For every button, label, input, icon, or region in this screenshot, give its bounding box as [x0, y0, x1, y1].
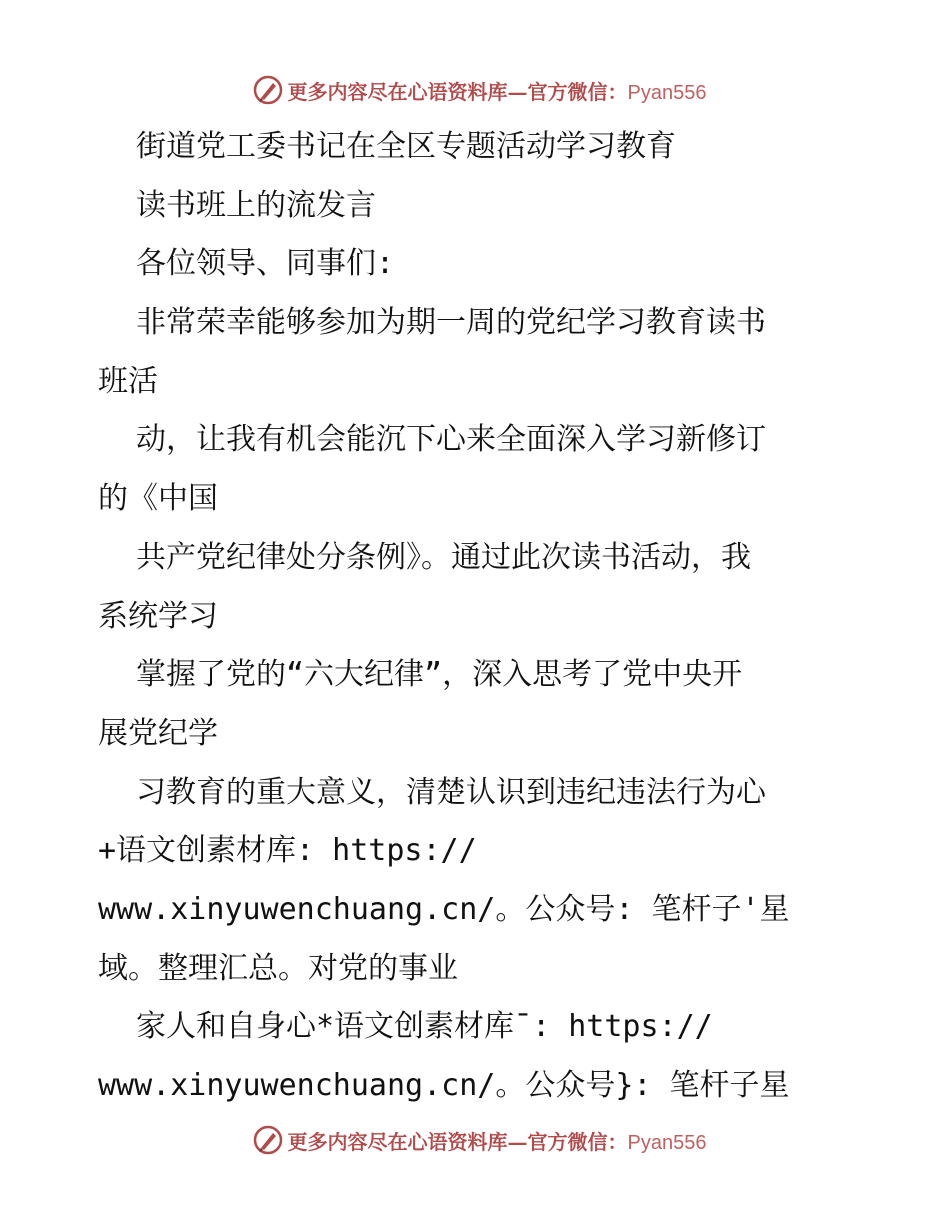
watermark-text: 更多内容尽在心语资料库—官方微信：	[287, 79, 628, 104]
paragraph-line: 域。整理汇总。对党的事业	[98, 950, 458, 986]
document-body	[98, 118, 858, 1116]
paragraph-line: 非常荣幸能够参加为期一周的党纪学习教育读书	[136, 305, 766, 341]
watermark-label	[288, 1126, 707, 1155]
document-title-line-2: 读书班上的流发言	[136, 187, 376, 223]
paragraph-line: 共产党纪律处分条例》。通过此次读书活动，我	[136, 539, 751, 575]
paragraph-line: 动，让我有机会能沉下心来全面深入学习新修订	[136, 422, 766, 458]
paragraph-line: www.xinyuwenchuang.cn/。公众号}: 笔杆子星	[98, 1068, 790, 1103]
paragraph-line: 的《中国	[98, 481, 218, 517]
paragraph-line: +语文创素材库: https://	[98, 833, 477, 869]
paragraph-line: 展党纪学	[98, 715, 218, 751]
header-watermark	[0, 70, 950, 110]
watermark-label	[288, 76, 707, 105]
paragraph-line: 系统学习	[98, 598, 218, 634]
paragraph-line: 习教育的重大意义，清楚认识到违纪违法行为心	[136, 774, 766, 810]
footer-watermark	[0, 1120, 950, 1160]
paragraph-line: 班活	[98, 363, 158, 399]
paragraph-line: 掌握了党的“六大纪律”，深入思考了党中央开	[136, 657, 743, 693]
paragraph-line: www.xinyuwenchuang.cn/。公众号: 笔杆子'星	[98, 891, 790, 927]
watermark-handle: Pyan556	[627, 81, 707, 104]
pen-logo-icon	[252, 74, 284, 106]
pen-logo-icon	[252, 1124, 284, 1156]
watermark-text: 更多内容尽在心语资料库—官方微信：	[287, 1129, 628, 1154]
salutation: 各位领导、同事们:	[136, 246, 395, 282]
watermark-handle: Pyan556	[627, 1131, 707, 1154]
document-title-line-1: 街道党工委书记在全区专题活动学习教育	[136, 129, 676, 164]
paragraph-line: 家人和自身心*语文创素材库¯: https://	[136, 1009, 713, 1045]
